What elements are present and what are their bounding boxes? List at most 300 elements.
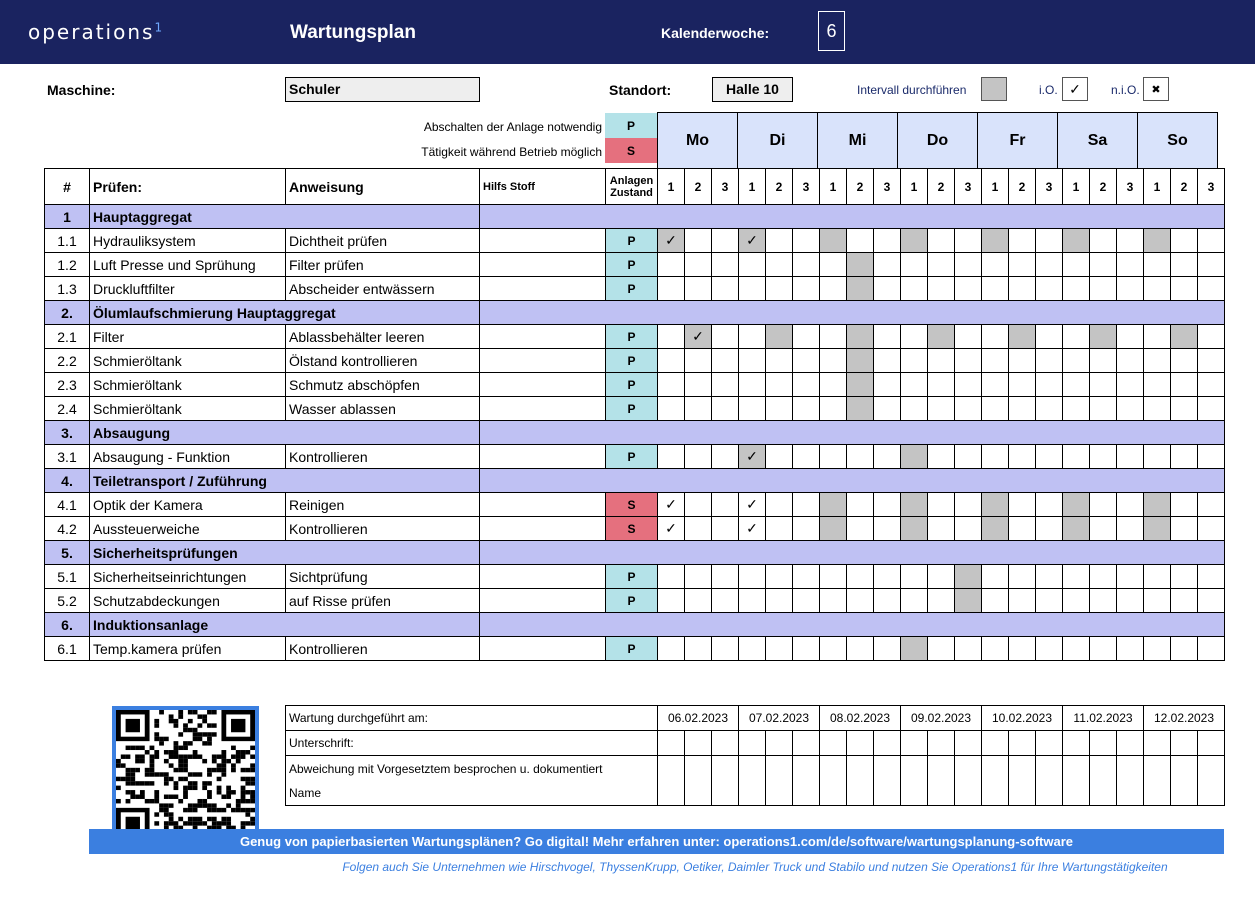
shift-check-cell[interactable] — [874, 517, 901, 541]
shift-check-cell[interactable] — [1009, 229, 1036, 253]
shift-check-cell[interactable] — [793, 349, 820, 373]
shift-check-cell[interactable] — [820, 397, 847, 421]
shift-check-cell[interactable] — [982, 325, 1009, 349]
shift-check-cell[interactable] — [1144, 349, 1171, 373]
shift-check-cell[interactable] — [1198, 325, 1225, 349]
shift-check-cell[interactable] — [982, 565, 1009, 589]
shift-check-cell[interactable] — [1036, 373, 1063, 397]
shift-check-cell[interactable] — [982, 493, 1009, 517]
shift-check-cell[interactable] — [1036, 517, 1063, 541]
shift-check-cell[interactable] — [793, 445, 820, 469]
shift-check-cell[interactable] — [955, 277, 982, 301]
abweichung-cell[interactable] — [955, 756, 982, 806]
standort-field[interactable]: Halle 10 — [712, 77, 793, 102]
shift-check-cell[interactable]: ✓ — [739, 229, 766, 253]
shift-check-cell[interactable] — [820, 517, 847, 541]
shift-check-cell[interactable] — [820, 565, 847, 589]
shift-check-cell[interactable] — [766, 493, 793, 517]
shift-check-cell[interactable] — [901, 493, 928, 517]
shift-check-cell[interactable] — [685, 565, 712, 589]
shift-check-cell[interactable] — [1117, 397, 1144, 421]
shift-check-cell[interactable] — [1009, 373, 1036, 397]
shift-check-cell[interactable] — [1117, 325, 1144, 349]
shift-check-cell[interactable] — [1090, 325, 1117, 349]
shift-check-cell[interactable] — [766, 517, 793, 541]
item-hilfsstoff[interactable] — [480, 253, 606, 277]
abweichung-cell[interactable] — [766, 756, 793, 806]
shift-check-cell[interactable] — [1090, 445, 1117, 469]
shift-check-cell[interactable] — [712, 277, 739, 301]
shift-check-cell[interactable] — [901, 349, 928, 373]
shift-check-cell[interactable] — [1198, 589, 1225, 613]
shift-check-cell[interactable] — [1009, 325, 1036, 349]
item-hilfsstoff[interactable] — [480, 349, 606, 373]
shift-check-cell[interactable] — [1198, 229, 1225, 253]
shift-check-cell[interactable] — [1171, 253, 1198, 277]
abweichung-cell[interactable] — [1090, 756, 1117, 806]
signature-cell[interactable] — [1036, 731, 1063, 756]
shift-check-cell[interactable] — [712, 517, 739, 541]
shift-check-cell[interactable] — [1171, 349, 1198, 373]
shift-check-cell[interactable] — [874, 349, 901, 373]
shift-check-cell[interactable] — [820, 589, 847, 613]
maschine-field[interactable]: Schuler — [285, 77, 480, 102]
signature-cell[interactable] — [1171, 731, 1198, 756]
shift-check-cell[interactable] — [847, 445, 874, 469]
shift-check-cell[interactable] — [955, 445, 982, 469]
shift-check-cell[interactable] — [928, 637, 955, 661]
shift-check-cell[interactable] — [955, 493, 982, 517]
shift-check-cell[interactable] — [685, 253, 712, 277]
shift-check-cell[interactable] — [955, 349, 982, 373]
shift-check-cell[interactable] — [847, 637, 874, 661]
shift-check-cell[interactable] — [1171, 445, 1198, 469]
shift-check-cell[interactable] — [1144, 277, 1171, 301]
abweichung-cell[interactable] — [1009, 756, 1036, 806]
shift-check-cell[interactable] — [1090, 277, 1117, 301]
shift-check-cell[interactable] — [901, 325, 928, 349]
shift-check-cell[interactable] — [820, 493, 847, 517]
shift-check-cell[interactable] — [1036, 253, 1063, 277]
shift-check-cell[interactable] — [874, 493, 901, 517]
shift-check-cell[interactable] — [928, 397, 955, 421]
shift-check-cell[interactable] — [739, 637, 766, 661]
shift-check-cell[interactable] — [874, 445, 901, 469]
shift-check-cell[interactable] — [739, 325, 766, 349]
shift-check-cell[interactable] — [1117, 349, 1144, 373]
shift-check-cell[interactable] — [1117, 277, 1144, 301]
shift-check-cell[interactable] — [739, 565, 766, 589]
item-hilfsstoff[interactable] — [480, 229, 606, 253]
shift-check-cell[interactable] — [1063, 517, 1090, 541]
shift-check-cell[interactable] — [1009, 349, 1036, 373]
shift-check-cell[interactable] — [658, 253, 685, 277]
shift-check-cell[interactable] — [982, 445, 1009, 469]
shift-check-cell[interactable] — [955, 517, 982, 541]
shift-check-cell[interactable] — [793, 565, 820, 589]
signature-cell[interactable] — [1117, 731, 1144, 756]
shift-check-cell[interactable] — [1063, 565, 1090, 589]
shift-check-cell[interactable] — [685, 493, 712, 517]
shift-check-cell[interactable] — [793, 637, 820, 661]
shift-check-cell[interactable]: ✓ — [658, 229, 685, 253]
shift-check-cell[interactable] — [901, 253, 928, 277]
shift-check-cell[interactable] — [1144, 589, 1171, 613]
shift-check-cell[interactable] — [874, 397, 901, 421]
shift-check-cell[interactable] — [793, 517, 820, 541]
shift-check-cell[interactable] — [685, 229, 712, 253]
shift-check-cell[interactable] — [1036, 445, 1063, 469]
qr-code-image[interactable] — [112, 706, 259, 843]
abweichung-cell[interactable] — [928, 756, 955, 806]
shift-check-cell[interactable] — [1198, 253, 1225, 277]
abweichung-cell[interactable] — [1117, 756, 1144, 806]
shift-check-cell[interactable] — [766, 325, 793, 349]
item-hilfsstoff[interactable] — [480, 493, 606, 517]
shift-check-cell[interactable] — [1036, 637, 1063, 661]
shift-check-cell[interactable] — [766, 349, 793, 373]
shift-check-cell[interactable] — [712, 229, 739, 253]
item-hilfsstoff[interactable] — [480, 277, 606, 301]
shift-check-cell[interactable] — [847, 373, 874, 397]
shift-check-cell[interactable]: ✓ — [739, 493, 766, 517]
shift-check-cell[interactable] — [1063, 349, 1090, 373]
shift-check-cell[interactable] — [1117, 517, 1144, 541]
shift-check-cell[interactable]: ✓ — [685, 325, 712, 349]
shift-check-cell[interactable] — [1144, 637, 1171, 661]
shift-check-cell[interactable] — [793, 253, 820, 277]
shift-check-cell[interactable] — [1171, 565, 1198, 589]
shift-check-cell[interactable] — [1171, 229, 1198, 253]
signature-cell[interactable] — [1063, 731, 1090, 756]
signature-cell[interactable] — [712, 731, 739, 756]
shift-check-cell[interactable] — [955, 637, 982, 661]
shift-check-cell[interactable] — [658, 349, 685, 373]
shift-check-cell[interactable] — [982, 253, 1009, 277]
shift-check-cell[interactable] — [712, 373, 739, 397]
shift-check-cell[interactable] — [1036, 277, 1063, 301]
shift-check-cell[interactable] — [712, 589, 739, 613]
item-hilfsstoff[interactable] — [480, 637, 606, 661]
shift-check-cell[interactable] — [685, 445, 712, 469]
shift-check-cell[interactable] — [847, 589, 874, 613]
shift-check-cell[interactable] — [1171, 373, 1198, 397]
shift-check-cell[interactable] — [847, 325, 874, 349]
shift-check-cell[interactable] — [901, 517, 928, 541]
item-hilfsstoff[interactable] — [480, 589, 606, 613]
abweichung-cell[interactable] — [685, 756, 712, 806]
abweichung-cell[interactable] — [874, 756, 901, 806]
shift-check-cell[interactable] — [1198, 373, 1225, 397]
item-hilfsstoff[interactable] — [480, 397, 606, 421]
shift-check-cell[interactable] — [1090, 253, 1117, 277]
shift-check-cell[interactable] — [1198, 277, 1225, 301]
shift-check-cell[interactable] — [928, 445, 955, 469]
shift-check-cell[interactable] — [712, 397, 739, 421]
shift-check-cell[interactable] — [1063, 445, 1090, 469]
shift-check-cell[interactable] — [793, 373, 820, 397]
shift-check-cell[interactable] — [820, 349, 847, 373]
shift-check-cell[interactable] — [1090, 229, 1117, 253]
shift-check-cell[interactable] — [901, 397, 928, 421]
shift-check-cell[interactable] — [901, 277, 928, 301]
shift-check-cell[interactable] — [982, 277, 1009, 301]
shift-check-cell[interactable] — [982, 637, 1009, 661]
shift-check-cell[interactable] — [1144, 493, 1171, 517]
item-hilfsstoff[interactable] — [480, 517, 606, 541]
shift-check-cell[interactable] — [712, 325, 739, 349]
shift-check-cell[interactable] — [847, 493, 874, 517]
signature-cell[interactable] — [955, 731, 982, 756]
abweichung-cell[interactable] — [847, 756, 874, 806]
shift-check-cell[interactable] — [1036, 229, 1063, 253]
shift-check-cell[interactable] — [1144, 517, 1171, 541]
abweichung-cell[interactable] — [712, 756, 739, 806]
shift-check-cell[interactable] — [658, 397, 685, 421]
signature-cell[interactable] — [1198, 731, 1225, 756]
shift-check-cell[interactable] — [874, 589, 901, 613]
shift-check-cell[interactable] — [1090, 349, 1117, 373]
shift-check-cell[interactable] — [1036, 349, 1063, 373]
signature-cell[interactable] — [658, 731, 685, 756]
shift-check-cell[interactable]: ✓ — [658, 493, 685, 517]
shift-check-cell[interactable] — [1063, 589, 1090, 613]
shift-check-cell[interactable] — [685, 397, 712, 421]
shift-check-cell[interactable] — [1036, 589, 1063, 613]
shift-check-cell[interactable] — [1144, 565, 1171, 589]
shift-check-cell[interactable] — [766, 229, 793, 253]
signature-cell[interactable] — [739, 731, 766, 756]
shift-check-cell[interactable] — [658, 565, 685, 589]
shift-check-cell[interactable] — [955, 373, 982, 397]
shift-check-cell[interactable] — [901, 445, 928, 469]
shift-check-cell[interactable] — [1009, 253, 1036, 277]
shift-check-cell[interactable] — [847, 349, 874, 373]
shift-check-cell[interactable] — [1009, 637, 1036, 661]
shift-check-cell[interactable] — [1117, 445, 1144, 469]
shift-check-cell[interactable] — [982, 349, 1009, 373]
item-hilfsstoff[interactable] — [480, 565, 606, 589]
shift-check-cell[interactable] — [712, 253, 739, 277]
abweichung-cell[interactable] — [901, 756, 928, 806]
shift-check-cell[interactable] — [820, 277, 847, 301]
shift-check-cell[interactable] — [658, 277, 685, 301]
shift-check-cell[interactable] — [955, 325, 982, 349]
signature-cell[interactable] — [874, 731, 901, 756]
shift-check-cell[interactable] — [1090, 493, 1117, 517]
shift-check-cell[interactable] — [1198, 517, 1225, 541]
promo-banner[interactable]: Genug von papierbasierten Wartungsplänen? Go digital! Mehr erfahren unter: operations1.com/de/software/wartungsplanung-software — [89, 829, 1224, 854]
shift-check-cell[interactable] — [820, 325, 847, 349]
signature-cell[interactable] — [928, 731, 955, 756]
shift-check-cell[interactable] — [793, 229, 820, 253]
abweichung-cell[interactable] — [982, 756, 1009, 806]
signature-cell[interactable] — [982, 731, 1009, 756]
shift-check-cell[interactable] — [766, 589, 793, 613]
shift-check-cell[interactable] — [739, 277, 766, 301]
shift-check-cell[interactable] — [928, 517, 955, 541]
shift-check-cell[interactable] — [955, 397, 982, 421]
shift-check-cell[interactable] — [766, 565, 793, 589]
shift-check-cell[interactable] — [1198, 637, 1225, 661]
shift-check-cell[interactable] — [901, 589, 928, 613]
shift-check-cell[interactable] — [712, 349, 739, 373]
shift-check-cell[interactable] — [739, 589, 766, 613]
shift-check-cell[interactable] — [766, 373, 793, 397]
shift-check-cell[interactable] — [1144, 325, 1171, 349]
shift-check-cell[interactable] — [1144, 397, 1171, 421]
signature-cell[interactable] — [820, 731, 847, 756]
shift-check-cell[interactable] — [901, 373, 928, 397]
shift-check-cell[interactable] — [955, 229, 982, 253]
shift-check-cell[interactable] — [1063, 277, 1090, 301]
shift-check-cell[interactable] — [928, 565, 955, 589]
shift-check-cell[interactable] — [1117, 373, 1144, 397]
shift-check-cell[interactable] — [982, 517, 1009, 541]
shift-check-cell[interactable] — [955, 589, 982, 613]
shift-check-cell[interactable] — [1144, 445, 1171, 469]
shift-check-cell[interactable] — [874, 565, 901, 589]
shift-check-cell[interactable] — [1009, 397, 1036, 421]
shift-check-cell[interactable] — [1009, 565, 1036, 589]
shift-check-cell[interactable] — [1036, 325, 1063, 349]
shift-check-cell[interactable] — [1144, 253, 1171, 277]
shift-check-cell[interactable] — [928, 373, 955, 397]
shift-check-cell[interactable] — [820, 445, 847, 469]
shift-check-cell[interactable] — [928, 277, 955, 301]
shift-check-cell[interactable] — [1198, 565, 1225, 589]
shift-check-cell[interactable] — [1117, 589, 1144, 613]
shift-check-cell[interactable] — [739, 397, 766, 421]
shift-check-cell[interactable] — [982, 589, 1009, 613]
shift-check-cell[interactable] — [1198, 445, 1225, 469]
shift-check-cell[interactable] — [793, 493, 820, 517]
shift-check-cell[interactable] — [847, 253, 874, 277]
shift-check-cell[interactable] — [1171, 589, 1198, 613]
shift-check-cell[interactable] — [1009, 589, 1036, 613]
shift-check-cell[interactable] — [712, 445, 739, 469]
shift-check-cell[interactable] — [928, 325, 955, 349]
abweichung-cell[interactable] — [1198, 756, 1225, 806]
shift-check-cell[interactable] — [1063, 229, 1090, 253]
shift-check-cell[interactable] — [1090, 397, 1117, 421]
kalenderwoche-field[interactable]: 6 — [818, 11, 845, 51]
shift-check-cell[interactable] — [982, 229, 1009, 253]
abweichung-cell[interactable] — [793, 756, 820, 806]
shift-check-cell[interactable] — [901, 565, 928, 589]
shift-check-cell[interactable] — [658, 445, 685, 469]
shift-check-cell[interactable] — [1009, 277, 1036, 301]
shift-check-cell[interactable] — [658, 637, 685, 661]
shift-check-cell[interactable] — [1090, 565, 1117, 589]
shift-check-cell[interactable] — [928, 253, 955, 277]
item-hilfsstoff[interactable] — [480, 445, 606, 469]
shift-check-cell[interactable] — [739, 253, 766, 277]
shift-check-cell[interactable]: ✓ — [739, 517, 766, 541]
shift-check-cell[interactable] — [685, 277, 712, 301]
shift-check-cell[interactable] — [955, 565, 982, 589]
shift-check-cell[interactable] — [1144, 373, 1171, 397]
shift-check-cell[interactable] — [820, 373, 847, 397]
abweichung-cell[interactable] — [820, 756, 847, 806]
abweichung-cell[interactable] — [1036, 756, 1063, 806]
signature-cell[interactable] — [1009, 731, 1036, 756]
shift-check-cell[interactable] — [1036, 493, 1063, 517]
shift-check-cell[interactable] — [1171, 517, 1198, 541]
abweichung-cell[interactable] — [739, 756, 766, 806]
shift-check-cell[interactable] — [712, 493, 739, 517]
shift-check-cell[interactable] — [685, 517, 712, 541]
shift-check-cell[interactable] — [1063, 397, 1090, 421]
shift-check-cell[interactable] — [1117, 493, 1144, 517]
shift-check-cell[interactable] — [793, 589, 820, 613]
shift-check-cell[interactable] — [1036, 397, 1063, 421]
shift-check-cell[interactable] — [1171, 637, 1198, 661]
shift-check-cell[interactable] — [1090, 637, 1117, 661]
shift-check-cell[interactable] — [739, 349, 766, 373]
shift-check-cell[interactable] — [1198, 397, 1225, 421]
shift-check-cell[interactable] — [739, 373, 766, 397]
shift-check-cell[interactable] — [928, 229, 955, 253]
shift-check-cell[interactable] — [1036, 565, 1063, 589]
shift-check-cell[interactable] — [820, 253, 847, 277]
shift-check-cell[interactable] — [847, 229, 874, 253]
signature-cell[interactable] — [793, 731, 820, 756]
signature-cell[interactable] — [766, 731, 793, 756]
shift-check-cell[interactable] — [847, 517, 874, 541]
abweichung-cell[interactable] — [1171, 756, 1198, 806]
shift-check-cell[interactable] — [658, 373, 685, 397]
shift-check-cell[interactable] — [901, 637, 928, 661]
shift-check-cell[interactable] — [955, 253, 982, 277]
shift-check-cell[interactable] — [874, 253, 901, 277]
shift-check-cell[interactable] — [982, 373, 1009, 397]
shift-check-cell[interactable] — [928, 493, 955, 517]
shift-check-cell[interactable] — [1117, 637, 1144, 661]
shift-check-cell[interactable] — [766, 277, 793, 301]
shift-check-cell[interactable] — [1009, 517, 1036, 541]
shift-check-cell[interactable] — [1063, 493, 1090, 517]
shift-check-cell[interactable] — [658, 589, 685, 613]
abweichung-cell[interactable] — [1063, 756, 1090, 806]
signature-cell[interactable] — [1090, 731, 1117, 756]
shift-check-cell[interactable] — [982, 397, 1009, 421]
signature-cell[interactable] — [847, 731, 874, 756]
shift-check-cell[interactable] — [874, 373, 901, 397]
shift-check-cell[interactable] — [766, 445, 793, 469]
shift-check-cell[interactable] — [820, 229, 847, 253]
shift-check-cell[interactable] — [1063, 373, 1090, 397]
shift-check-cell[interactable] — [1009, 445, 1036, 469]
shift-check-cell[interactable] — [1198, 349, 1225, 373]
shift-check-cell[interactable] — [1063, 325, 1090, 349]
shift-check-cell[interactable] — [1144, 229, 1171, 253]
shift-check-cell[interactable] — [874, 637, 901, 661]
shift-check-cell[interactable]: ✓ — [658, 517, 685, 541]
signature-cell[interactable] — [685, 731, 712, 756]
shift-check-cell[interactable] — [793, 397, 820, 421]
abweichung-cell[interactable] — [1144, 756, 1171, 806]
shift-check-cell[interactable] — [685, 373, 712, 397]
shift-check-cell[interactable] — [1171, 493, 1198, 517]
shift-check-cell[interactable] — [847, 277, 874, 301]
signature-cell[interactable] — [1144, 731, 1171, 756]
shift-check-cell[interactable] — [1171, 397, 1198, 421]
shift-check-cell[interactable] — [1171, 325, 1198, 349]
abweichung-cell[interactable] — [658, 756, 685, 806]
shift-check-cell[interactable] — [1090, 589, 1117, 613]
item-hilfsstoff[interactable] — [480, 325, 606, 349]
